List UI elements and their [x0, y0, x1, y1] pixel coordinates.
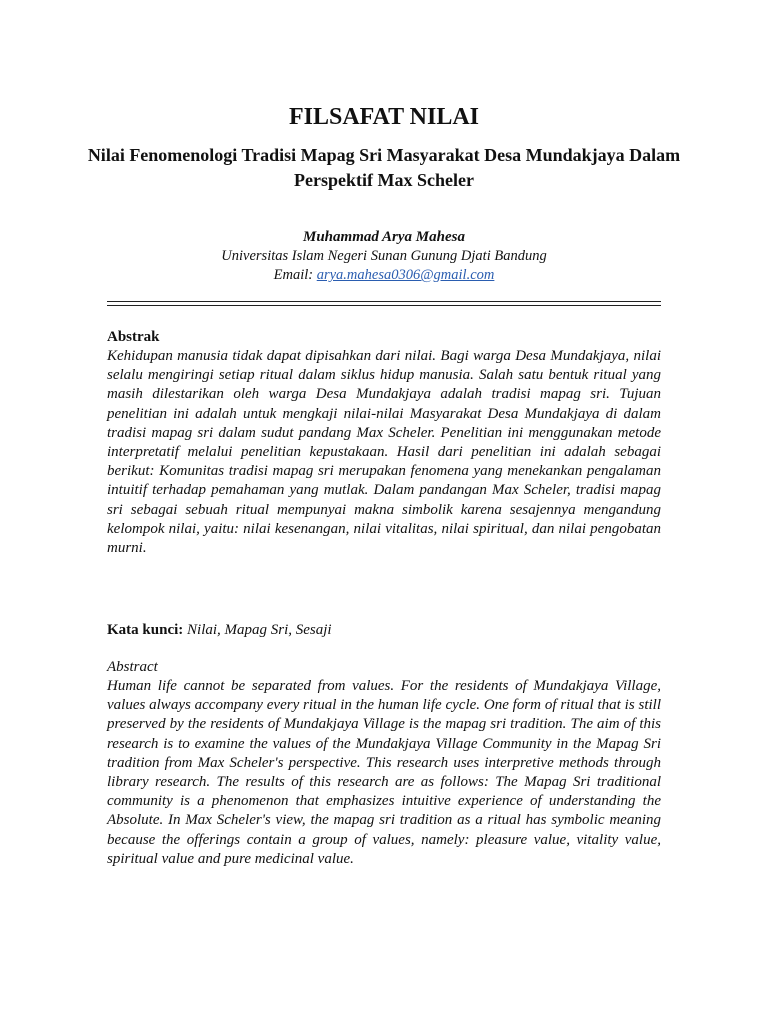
header-divider-top [107, 301, 661, 302]
author-block [0, 228, 768, 285]
author-affiliation: Universitas Islam Negeri Sunan Gunung Djati Bandung [221, 248, 547, 264]
paper-title: FILSAFAT NILAI [288, 104, 480, 130]
abstrak-body: Kehidupan manusia tidak dapat dipisahkan dari nilai. Bagi warga Desa Mundakjaya, nilai selalu mengiringi setiap ritual dalam siklus hidup manusia. Salah satu bentuk ritual yang masih dilestarikan oleh warga Desa Mundakjaya adalah tradisi mapag sri. Tujuan penelitian ini adalah untuk mengkaji nilai-nilai Masyarakat Desa Mundakjaya di dalam tradisi mapag sri dalam sudut pandang Max Scheler. Penelitian ini menggunakan metode interpretatif melalui penelitian kepustakaan. Hasil dari penelitian ini adalah sebagai berikut: Komunitas tradisi mapag sri merupakan fenomena yang menekankan pengalaman intuitif terhadap pemahaman yang mutlak. Dalam pandangan Max Scheler, tradisi mapag sri sebagai sebuah ritual mempunyai makna simbolik karena sesajennya mengandung kelompok nilai, yaitu: nilai kesenangan, nilai vitalitas, nilai spiritual, dan nilai pengobatan murni. [107, 348, 661, 557]
author-email-line [0, 266, 768, 285]
email-link[interactable]: arya.mahesa0306@gmail.com [316, 267, 495, 283]
keywords-line [107, 621, 661, 640]
keywords-value: Nilai, Mapag Sri, Sesaji [187, 622, 332, 638]
keywords-label: Kata kunci: [107, 622, 184, 638]
email-label: Email: [273, 267, 314, 283]
paper-subtitle: Nilai Fenomenologi Tradisi Mapag Sri Masyarakat Desa Mundakjaya Dalam Perspektif Max Scheler [87, 145, 681, 190]
abstrak-heading: Abstrak [107, 329, 160, 345]
header-divider-bottom [107, 305, 661, 306]
abstract-heading: Abstract [107, 659, 158, 675]
abstract-body: Human life cannot be separated from values. For the residents of Mundakjaya Village, values always accompany every ritual in the human life cycle. One form of ritual that is still preserved by the residents of Mundakjaya Village is the mapag sri tradition. The aim of this research is to examine the values of the Mundakjaya Village Community in the Mapag Sri tradition from Max Scheler's perspective. This research uses interpretive methods through library research. The results of this research are as follows: The Mapag Sri traditional community is a phenomenon that emphasizes intuitive experience of understanding the Absolute. In Max Scheler's view, the mapag sri tradition as a ritual has symbolic meaning because the offerings contain a group of values, namely: pleasure value, vitality value, spiritual value and pure medicinal value. [107, 678, 661, 867]
author-name: Muhammad Arya Mahesa [303, 229, 465, 245]
